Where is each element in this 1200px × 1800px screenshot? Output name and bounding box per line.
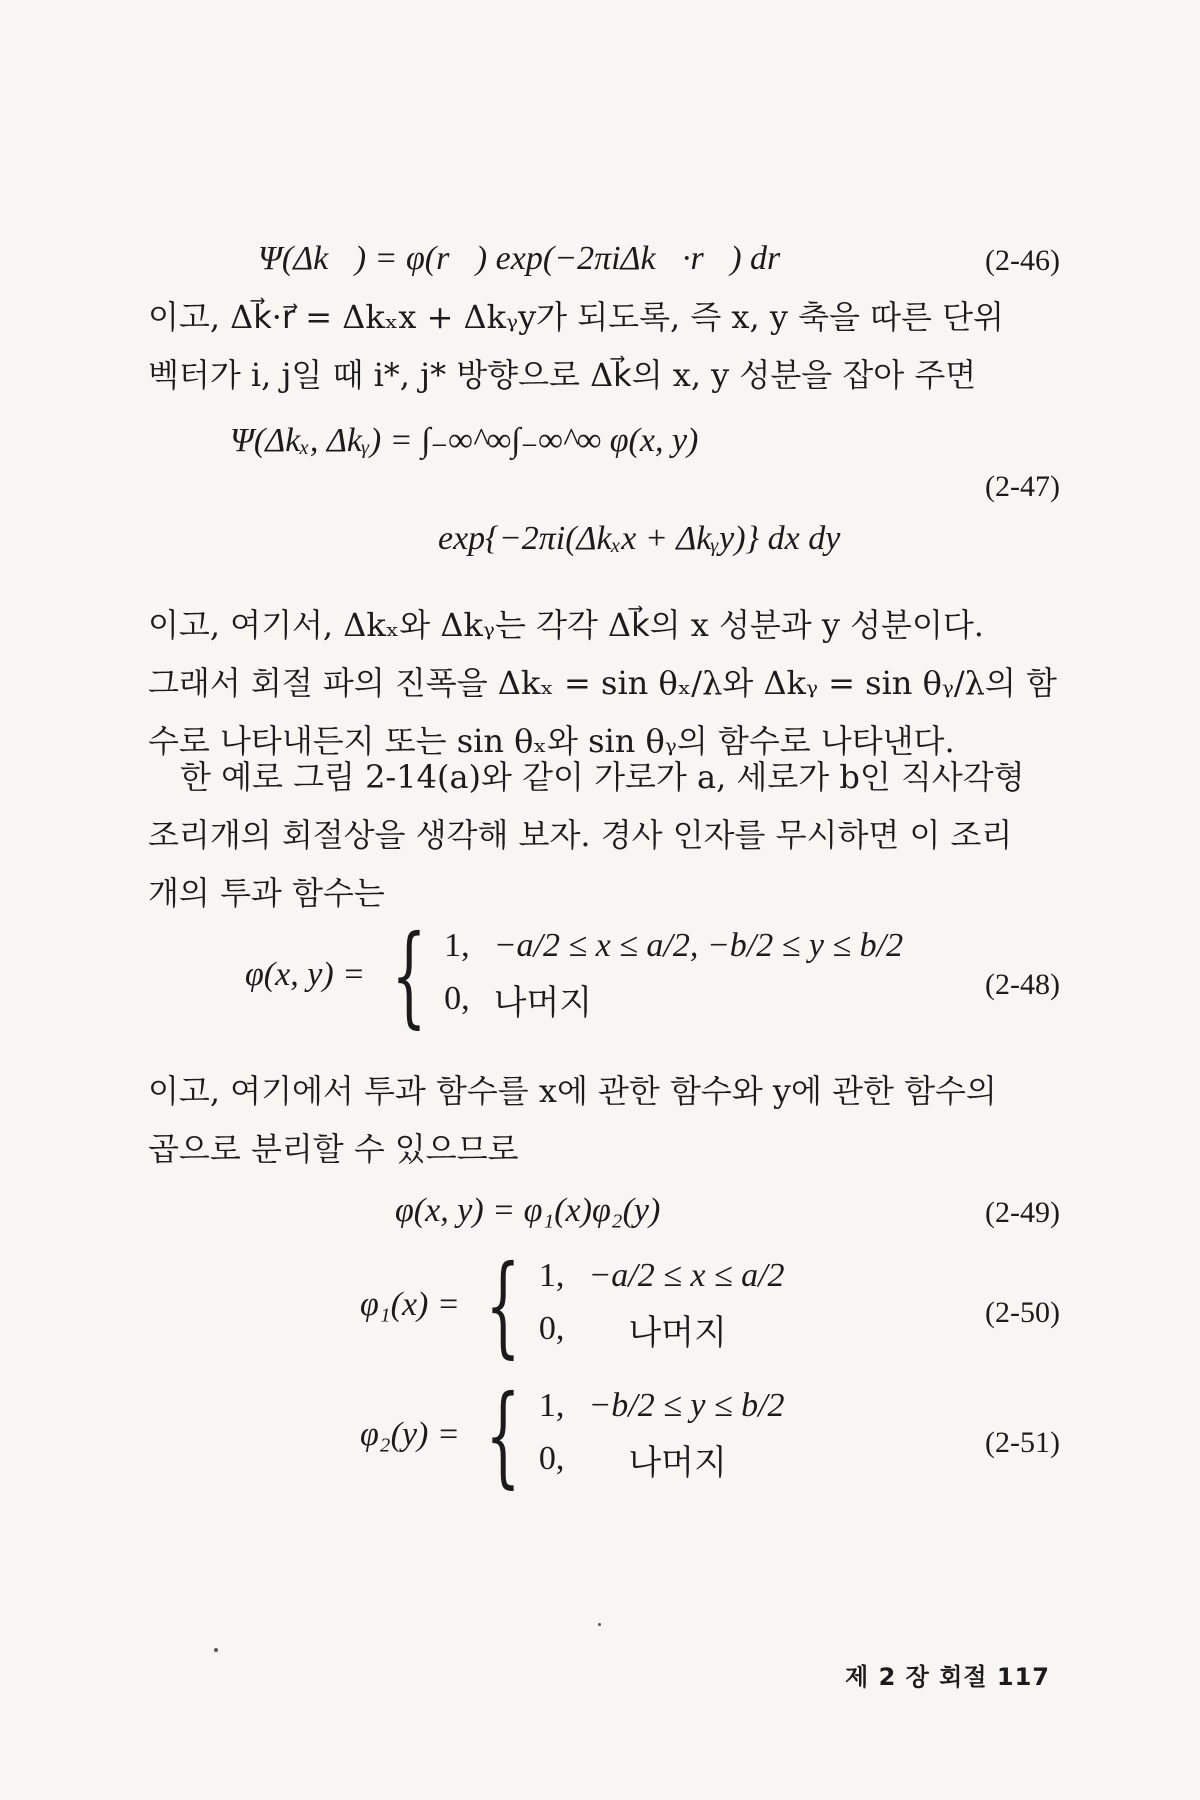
eq50-case-1 [539, 1257, 785, 1295]
page-speck [214, 1648, 218, 1652]
eq51-case-2-value: 0, [538, 1440, 565, 1477]
paragraph-2 [148, 596, 1057, 770]
eq-number-2-50: (2-50) [985, 1296, 1060, 1329]
page-speck [598, 1623, 601, 1626]
equation-2-48 [245, 911, 904, 1039]
eq48-lhs: φ(x, y) = [245, 956, 366, 993]
eq51-case-1 [539, 1387, 785, 1425]
eq50-case-1-value: 1, [538, 1256, 565, 1294]
equation-2-47-line-2: exp{−2πi(Δkₓx + Δkᵧy)} dx dy [438, 520, 841, 557]
left-brace: { [485, 1371, 521, 1499]
eq-number-2-51: (2-51) [985, 1426, 1060, 1459]
eq51-case-2 [539, 1435, 785, 1484]
paragraph-4-line-2: 곱으로 분리할 수 있으므로 [148, 1130, 519, 1168]
eq46-rhs: φ(r⃗) exp(−2πiΔk⃗·r⃗) dr⃗ [406, 240, 807, 277]
paragraph-1-line-1: 이고, Δk⃗·r⃗ = Δkₓx + Δkᵧy가 되도록, 즉 x, y 축을 따른 단위 [148, 298, 1004, 336]
eq50-cases [539, 1257, 785, 1354]
eq48-cases [444, 927, 903, 1024]
eq48-case-1 [444, 927, 903, 965]
eq51-case-1-value: 1, [538, 1386, 565, 1424]
paragraph-3-line-3: 개의 투과 함수는 [148, 874, 385, 912]
eq50-case-1-condition: −a/2 ≤ x ≤ a/2 [588, 1256, 785, 1294]
paragraph-1 [148, 288, 1048, 404]
paragraph-3-line-1: 한 예로 그림 2-14(a)와 같이 가로가 a, 세로가 b인 직사각형 [180, 758, 1025, 796]
paragraph-2-line-1: 이고, 여기서, Δkₓ와 Δkᵧ는 각각 Δk⃗의 x 성분과 y 성분이다. [148, 606, 984, 644]
left-brace: { [485, 1241, 521, 1369]
paragraph-3 [148, 748, 1048, 922]
eq46-text: Ψ(Δk⃗) = [258, 240, 406, 277]
eq50-case-2-condition: 나머지 [628, 1312, 727, 1353]
equation-2-46 [258, 240, 807, 278]
eq48-case-2 [444, 975, 903, 1024]
eq50-case-2-value: 0, [538, 1310, 565, 1347]
equation-2-51 [360, 1371, 785, 1499]
eq48-case-2-value: 0, [444, 980, 470, 1017]
eq51-case-2-condition: 나머지 [628, 1442, 727, 1483]
left-brace: { [391, 911, 427, 1039]
eq50-case-2 [539, 1305, 785, 1354]
eq51-case-1-condition: −b/2 ≤ y ≤ b/2 [588, 1386, 785, 1424]
equation-2-50 [360, 1241, 785, 1369]
equation-2-47-line-1: Ψ(Δkₓ, Δkᵧ) = ∫₋∞^∞∫₋∞^∞ φ(x, y) [230, 422, 699, 459]
equation-2-49: φ(x, y) = φ₁(x)φ₂(y) [395, 1192, 661, 1229]
eq48-case-2-condition: 나머지 [493, 982, 593, 1023]
paragraph-4-line-1: 이고, 여기에서 투과 함수를 x에 관한 함수와 y에 관한 함수의 [148, 1072, 997, 1110]
eq48-case-1-value: 1, [444, 926, 470, 964]
eq-number-2-48: (2-48) [985, 968, 1060, 1001]
eq-number-2-46: (2-46) [985, 244, 1060, 277]
eq51-cases [539, 1387, 785, 1484]
paragraph-1-line-2: 벡터가 i, j일 때 i*, j* 방향으로 Δk⃗의 x, y 성분을 잡아 주면 [148, 356, 977, 394]
eq-number-2-47: (2-47) [985, 470, 1060, 503]
eq50-lhs: φ₁(x) = [360, 1286, 460, 1323]
paragraph-2-line-2: 그래서 회절 파의 진폭을 Δkₓ = sin θₓ/λ와 Δkᵧ = sin θᵧ/λ의 함 [148, 664, 1057, 702]
eq48-case-1-condition: −a/2 ≤ x ≤ a/2, −b/2 ≤ y ≤ b/2 [493, 926, 904, 964]
paragraph-3-line-2: 조리개의 회절상을 생각해 보자. 경사 인자를 무시하면 이 조리 [148, 816, 1013, 854]
paragraph-2-line-3: 수로 나타내든지 또는 sin θₓ와 sin θᵧ의 함수로 나타낸다. [148, 722, 955, 760]
eq-number-2-49: (2-49) [985, 1196, 1060, 1229]
page-footer: 제 2 장 회절 117 [845, 1663, 1050, 1691]
eq51-lhs: φ₂(y) = [360, 1416, 460, 1453]
paragraph-4 [148, 1062, 1048, 1178]
